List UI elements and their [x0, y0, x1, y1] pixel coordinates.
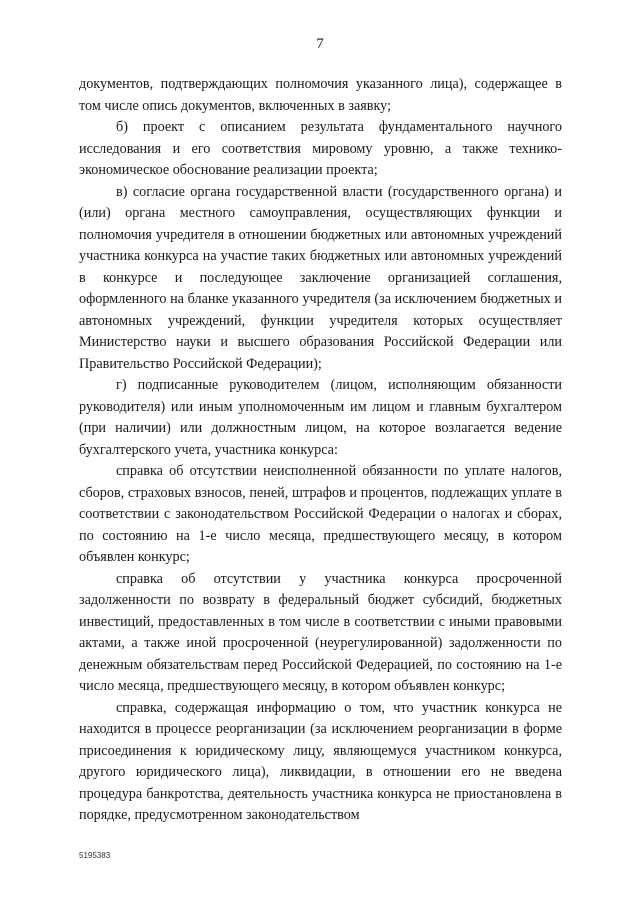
paragraph-4: г) подписанные руководителем (лицом, исполняющим обязанности руководителя) или иным уполномоченным им лицом и главным бухгалтером (при наличии) или должностным лицом, на которое возлагается ведение бухгалтерского учета, участника конкурса:	[79, 377, 562, 458]
footer-document-code: 5195383	[79, 851, 111, 860]
paragraph-1: документов, подтверждающих полномочия указанного лица), содержащее в том числе опись документов, включенных в заявку;	[79, 76, 562, 114]
paragraph-6: справка об отсутствии у участника конкурса просроченной задолженности по возврату в федеральный бюджет субсидий, бюджетных инвестиций, предоставленных в том числе в соответствии с иными правовыми актами, а также иной просроченной (неурегулированной) задолженности по денежным обязательствам перед Российской Федерацией, по состоянию на 1-е число месяца, предшествующего месяцу, в котором объявлен конкурс;	[79, 570, 562, 694]
page-number: 7	[316, 36, 324, 52]
document-body	[79, 74, 562, 827]
paragraph-2: б) проект с описанием результата фундаментального научного исследования и его соответствия мировому уровню, а также технико-экономическое обоснование реализации проекта;	[79, 119, 562, 178]
paragraph-5: справка об отсутствии неисполненной обязанности по уплате налогов, сборов, страховых взносов, пеней, штрафов и процентов, подлежащих уплате в соответствии с законодательством Российской Федерации о налогах и сборах, по состоянию на 1-е число месяца, предшествующего месяцу, в котором объявлен конкурс;	[79, 463, 562, 565]
paragraph-3: в) согласие органа государственной власти (государственного органа) и (или) органа местного самоуправления, осуществляющих функции и полномочия учредителя в отношении бюджетных или автономных учреждений участника конкурса на участие таких бюджетных или автономных учреждений в конкурсе и последующее заключение организацией соглашения, оформленного на бланке указанного учредителя (за исключением бюджетных и автономных учреждений, функции учредителя которых осуществляет Министерство науки и высшего образования Российской Федерации или Правительство Российской Федерации);	[79, 183, 562, 372]
paragraph-7: справка, содержащая информацию о том, что участник конкурса не находится в процессе реорганизации (за исключением реорганизации в форме присоединения к юридическому лицу, являющемуся участником конкурса, другого юридического лица), ликвидации, в отношении его не введена процедура банкротства, деятельность участника конкурса не приостановлена в порядке, предусмотренном законодательством	[79, 699, 562, 823]
